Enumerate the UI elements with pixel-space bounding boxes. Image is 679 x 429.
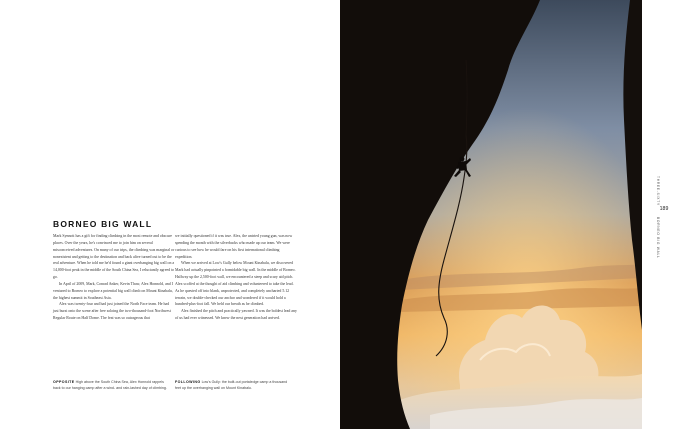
folio-margin [642,0,679,429]
caption-text: Low's Gully: the built-out portaledge camp a thousand feet up the overhanging wall on Mount Kinabalu. [175,380,288,390]
paragraph: When we arrived at Low's Gully below Mount Kinabalu, we discovered Mark had actually pinpointed a formidable big wall. In the middle of Borneo. Halfway up the 2,500-foot wall, we encountered a steep and scary aid pitch. Alex scoffed at the thought of aid climbing and volunteered to take the lead. As he quested off into blank, unprotected, and completely uncharted 5.12 terrain, we double-checked our anchor and wondered if it would hold a hundred-plus-foot fall. We held our breath as he climbed. [175,261,296,307]
paragraph: Alex was twenty-four and had just joined the North Face team. He had just burst onto the scene after free soloing the two-thousand-foot Northwest Regular Route on Half Dome. The feat was so outrageous that [53,302,171,321]
caption-following [175,380,293,391]
paragraph: Mark Synnott has a gift for finding climbing in the most remote and obscure places. Over the years, he's convinced me to join him on several misconceived adventures. On many of our trips, the climbing was marginal or nonexistent and getting to the destination and back alive turned out to be the real adventure. When he told me he'd found a giant overhanging big wall on a 14,000-foot peak in the middle of the South China Sea, I reluctantly agreed to go. [53,234,175,280]
caption-opposite [53,380,171,391]
caption-text: High above the South China Sea, Alex Honnold rappels back to our hanging camp after a wind- and rain-lashed day of climbing. [53,380,167,390]
article-title: BORNEO BIG WALL [53,219,153,229]
caption-label: FOLLOWING [175,380,201,384]
chapter-name: BORNEO BIG WALL [656,217,660,259]
text-column-2 [175,233,297,322]
paragraph: Alex finished the pitch and practically yawned. It was the boldest lead any of us had ever witnessed. We knew the next generation had arrived. [175,309,297,321]
photo-image [340,0,642,429]
page-number: 189 [659,206,669,212]
paragraph: we initially questioned if it was true. Alex, the untried young gun, was now spending the month with the silverbacks who made up our team. We were curious to see how he would fare on his first international climbing expedition. [175,234,293,259]
paragraph: In April of 2009, Mark, Conrad Anker, Kevin Thaw, Alex Honnold, and I ventured to Borneo to explore a potential big wall climb on Mount Kinabalu, the highest summit in Southeast Asia. [53,281,173,300]
text-column-1 [53,233,175,322]
climber-photo [340,0,642,429]
running-head: THREE-SIXTY [656,176,660,206]
caption-label: OPPOSITE [53,380,75,384]
